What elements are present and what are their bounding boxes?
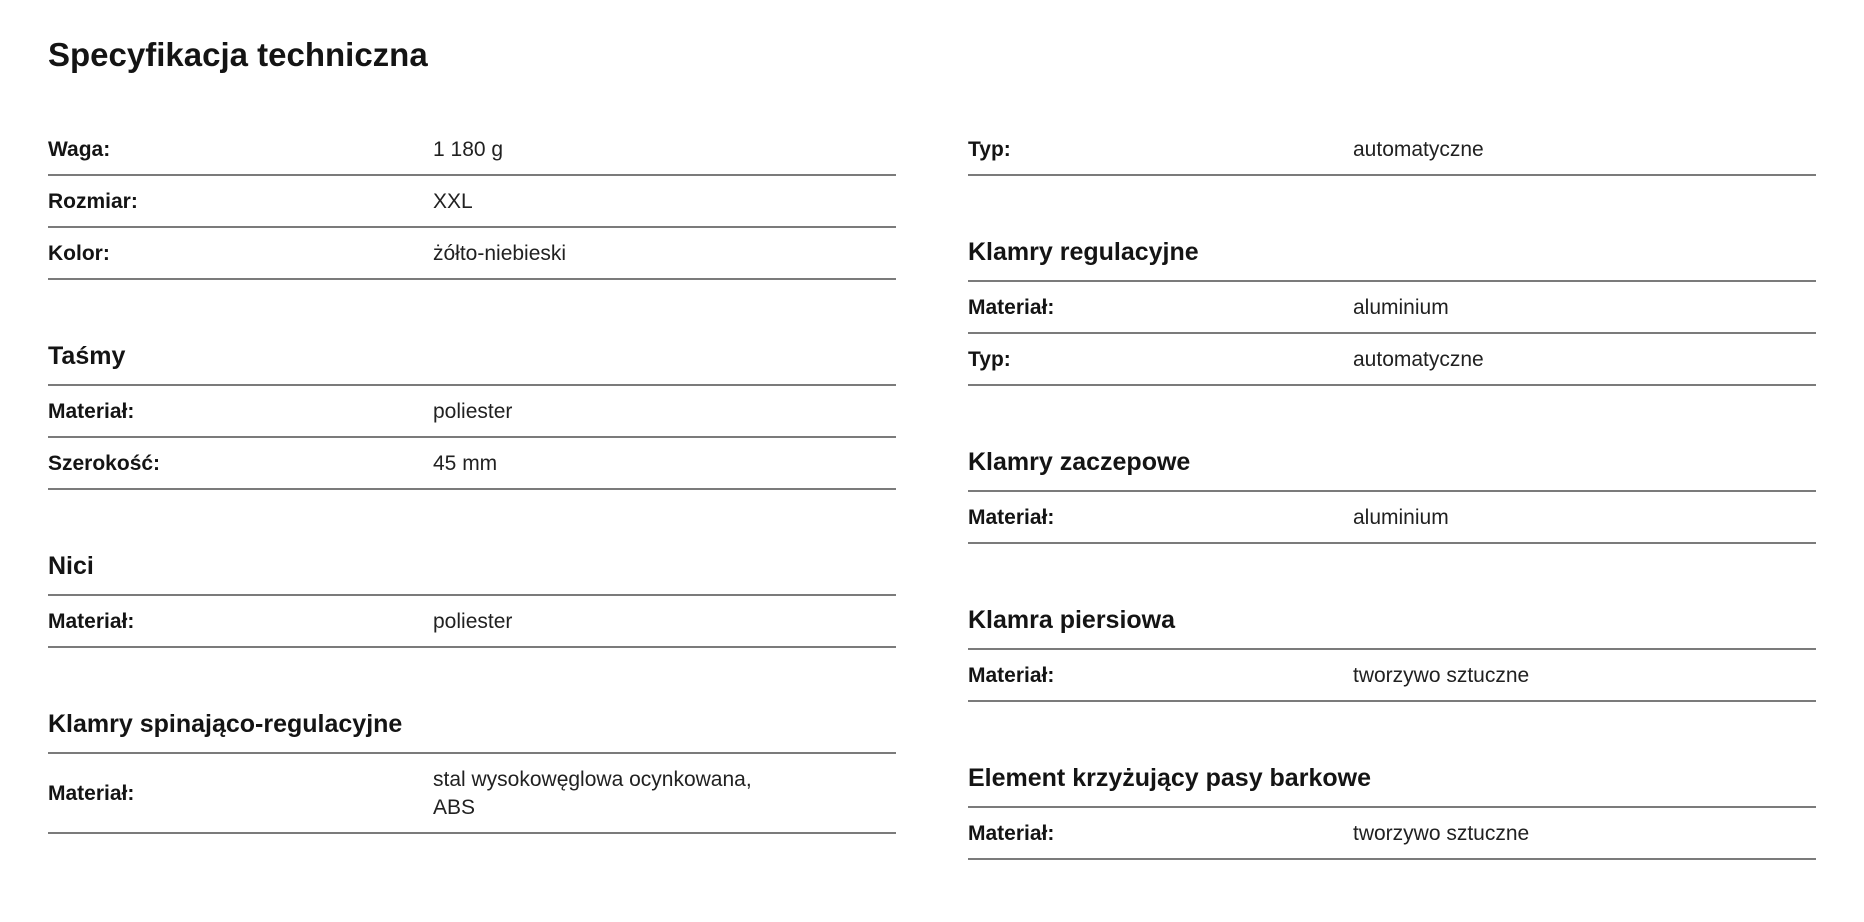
spec-row-label: Materiał: [48,610,135,633]
spec-row-material [48,754,896,834]
spec-row-material [968,282,1816,334]
section-title: Taśmy [48,342,896,386]
spec-section-tasmy [48,342,896,490]
spec-row-szerokosc [48,438,896,490]
spec-row-label: Kolor: [48,242,110,265]
spec-row-label: Typ: [968,138,1011,161]
spec-row-label: Materiał: [968,664,1055,687]
spec-section-klamry-zaczepowe [968,448,1816,544]
spec-row-label: Materiał: [968,506,1055,529]
section-title: Klamry spinająco-regulacyjne [48,710,896,754]
spec-group-general [48,124,896,280]
spec-row-material [48,596,896,648]
section-title: Klamry regulacyjne [968,238,1816,282]
spec-row-label: Rozmiar: [48,190,138,213]
spec-row-label: Materiał: [48,782,135,805]
page-title: Specyfikacja techniczna [48,36,428,73]
spec-section-klamry-regulacyjne [968,238,1816,386]
spec-row-waga [48,124,896,176]
spec-row-label: Materiał: [968,296,1055,319]
spec-row-value: automatyczne [1353,138,1484,161]
section-title: Klamra piersiowa [968,606,1816,650]
spec-row-material [968,650,1816,702]
spec-row-material [48,386,896,438]
spec-row-label: Typ: [968,348,1011,371]
spec-row-typ [968,124,1816,176]
spec-row-value: 45 mm [433,452,498,475]
spec-row-value: aluminium [1353,506,1449,529]
spec-row-value: tworzywo sztuczne [1353,822,1530,845]
section-title: Nici [48,552,896,596]
spec-group-typ [968,124,1816,176]
section-title: Klamry zaczepowe [968,448,1816,492]
spec-column-left [48,124,896,860]
spec-column-right [968,124,1816,860]
spec-section-nici [48,552,896,648]
spec-row-label: Materiał: [968,822,1055,845]
spec-row-rozmiar [48,176,896,228]
spec-row-value: 1 180 g [433,138,504,161]
spec-row-value: poliester [433,400,513,423]
spec-row-label: Szerokość: [48,452,161,475]
spec-row-label: Materiał: [48,400,135,423]
spec-row-value: aluminium [1353,296,1449,319]
spec-columns [48,124,1816,860]
spec-row-material [968,808,1816,860]
spec-row-kolor [48,228,896,280]
spec-row-label: Waga: [48,138,111,161]
spec-row-material [968,492,1816,544]
spec-row-value: automatyczne [1353,348,1484,371]
spec-row-value: tworzywo sztuczne [1353,664,1530,687]
spec-row-value: stal wysokowęglowa ocynkowana, ABS [433,768,752,819]
spec-row-typ [968,334,1816,386]
spec-section-klamra-piersiowa [968,606,1816,702]
spec-row-value: poliester [433,610,513,633]
spec-row-value: XXL [433,190,473,213]
section-title: Element krzyżujący pasy barkowe [968,764,1816,808]
spec-section-klamry-spinajaco-regulacyjne [48,710,896,834]
spec-section-element-krzyzujacy [968,764,1816,860]
spec-row-value: żółto-niebieski [433,242,567,265]
